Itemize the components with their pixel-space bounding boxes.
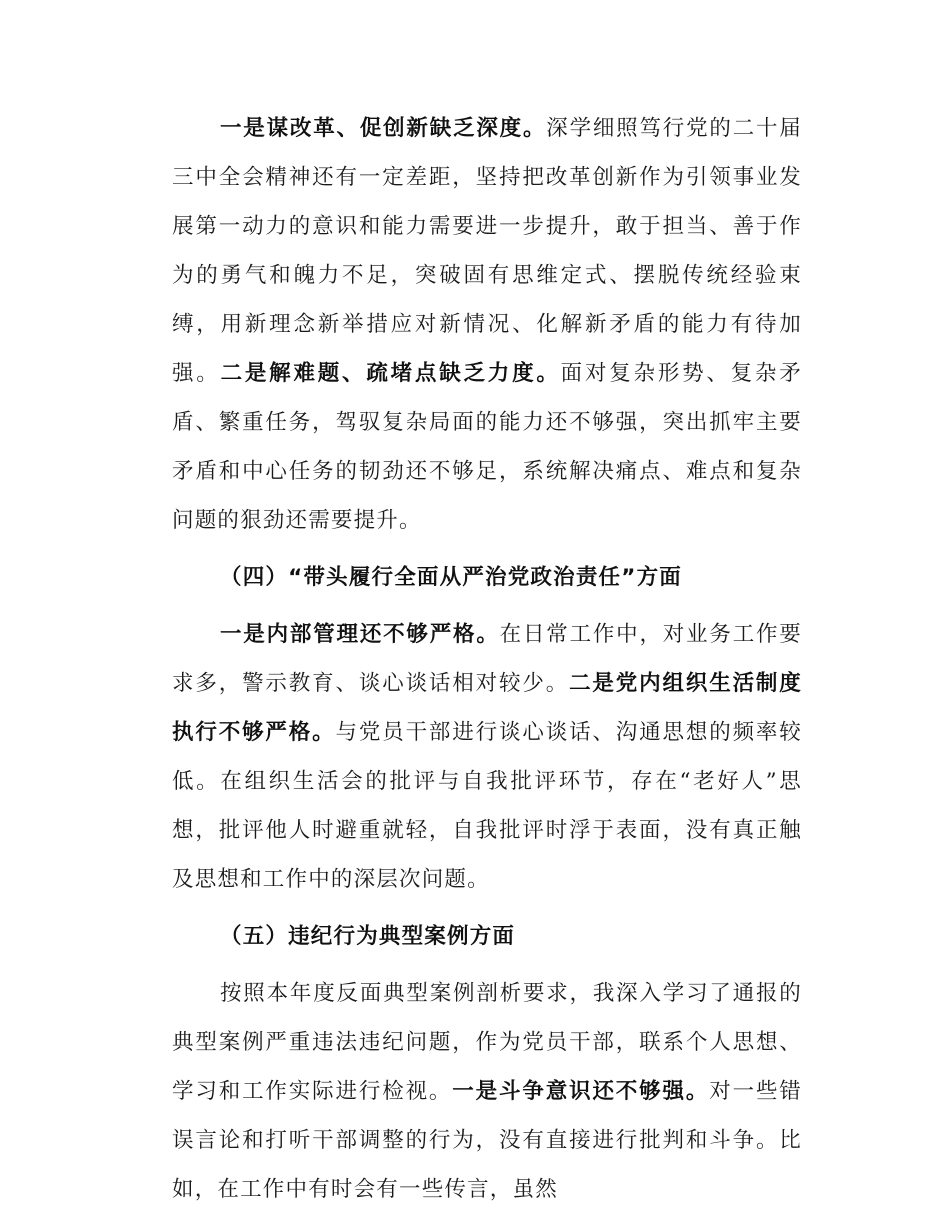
section-five-heading: （五）违纪行为典型案例方面: [220, 924, 516, 949]
spacer: [172, 545, 802, 553]
point-one-text: 深学细照笃行党的二十届三中全会精神还有一定差距，坚持把改革创新作为引领事业发展第一动力的意识和能力需要进一步提升，敢于担当、善于作为的勇气和魄力不足，突破固有思维定式、摆脱传统经验束缚，用新理念新举措应对新情况、化解新矛盾的能力有待加强。: [172, 116, 803, 386]
paragraph-internal-management: [172, 610, 802, 904]
paragraph-case-study: [172, 969, 802, 1214]
intro-text: 按照本年度反面典型案例剖析要求，我深入学习了通报的典型案例严重违法违纪问题，作为党员干部，联系个人思想、学习和工作实际进行检视。: [172, 981, 802, 1104]
point-two-text: 与党员干部进行谈心谈话、沟通思想的频率较低。在组织生活会的批评与自我批评环节，存在“老好人”思想，批评他人时避重就轻，自我批评时浮于表面，没有真正触及思想和工作中的深层次问题。: [172, 720, 802, 892]
point-one-heading: 一是斗争意识还不够强。: [452, 1079, 710, 1104]
point-two-text: 面对复杂形势、复杂矛盾、繁重任务，驾驭复杂局面的能力还不够强，突出抓牢主要矛盾和中心任务的韧劲还不够足，系统解决痛点、难点和复杂问题的狠劲还需要提升。: [172, 361, 802, 533]
point-two-heading: 二是解难题、疏堵点缺乏力度。: [220, 361, 561, 386]
point-one-heading: 一是内部管理还不够严格。: [220, 622, 500, 647]
paragraph-reform-innovation: [172, 104, 802, 545]
point-one-text: 在日常工作中，对业务工作要求多，警示教育、谈心谈话相对较少。: [172, 622, 802, 696]
spacer: [172, 961, 802, 969]
point-one-heading: 一是谋改革、促创新缺乏深度。: [220, 116, 547, 141]
spacer: [172, 602, 802, 610]
document-page: [172, 104, 802, 1214]
point-one-text: 对一些错误言论和打听干部调整的行为，没有直接进行批判和斗争。比如，在工作中有时会有一些传言，虽然: [172, 1079, 803, 1202]
point-two-heading: 二是党内组织生活制度执行不够严格。: [172, 671, 802, 745]
section-four-heading: （四）“带头履行全面从严治党政治责任”方面: [220, 565, 682, 590]
spacer: [172, 904, 802, 912]
